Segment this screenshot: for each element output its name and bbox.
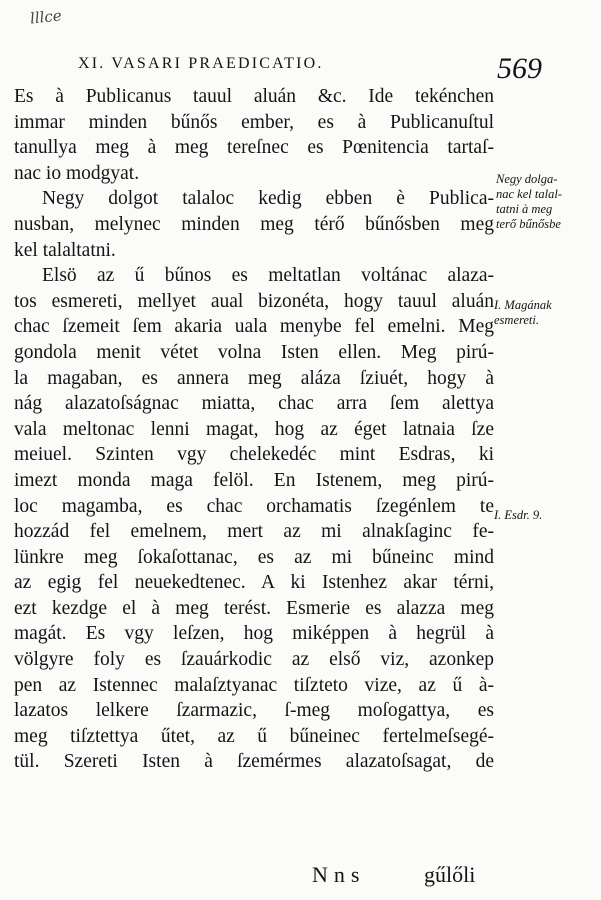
text-line: Elsö az ű bűnos es meltatlan voltánac alaza- xyxy=(42,265,494,287)
text-line: kel talaltatni. xyxy=(14,239,116,261)
text-line: tos esmereti, mellyet aual bizonéta, hogy tauul aluán xyxy=(14,290,494,312)
text-line: chac ſzemeit ſem akaria uala menybe fel emelni. Meg xyxy=(14,316,494,338)
body-text xyxy=(14,84,494,775)
text-line: nusban, melynec minden meg térő bűnősben meg xyxy=(14,213,494,235)
margin-note-line: I. Magának xyxy=(494,298,552,312)
text-line: la magaban, es annera meg aláza ſziuét, hogy à xyxy=(14,367,494,389)
text-line: vala meltonac lenni magat, hog az éget latnaia ſze xyxy=(14,418,494,440)
margin-note xyxy=(494,508,542,523)
handwritten-note: lllce xyxy=(29,6,63,28)
text-line: lazatos lelkere ſzarmazic, ſ-meg moſogattya, es xyxy=(14,700,494,722)
text-line: pen az Istennec malaſztyanac tiſzteto vize, az ű à- xyxy=(14,674,494,696)
text-line: magát. Es vgy leſzen, hog miképpen à hegrül à xyxy=(14,623,494,645)
page-number: 569 xyxy=(497,52,542,85)
text-line: imezt monda maga felöl. En Istenem, meg pirú- xyxy=(14,469,494,491)
margin-note xyxy=(494,298,552,328)
catchword: gűlőli xyxy=(424,862,476,887)
margin-note-line: nac kel talal- xyxy=(496,187,562,201)
text-line: Negy dolgot talaloc kedig ebben è Publica- xyxy=(42,188,494,210)
running-head: XI. VASARI PRAEDICATIO. xyxy=(78,55,324,72)
text-line: gondola menit vétet volna Isten ellen. Meg pirú- xyxy=(14,341,494,363)
margin-note-line: terő bűnősbe xyxy=(496,217,561,231)
margin-note-line: Negy dolga- xyxy=(496,172,558,186)
text-line: nág alazatoſságnac miatta, chac arra ſem alettya xyxy=(14,393,494,415)
text-line: tül. Szereti Isten à ſzemérmes alazatoſsagat, de xyxy=(14,751,494,773)
text-line: immar minden bűnős ember, es à Publicanuſtul xyxy=(14,111,494,133)
text-line: hozzád fel emelnem, mert az mi alnakſaginc fe- xyxy=(14,521,494,543)
signature-mark: Nns xyxy=(312,862,366,887)
text-line: nac io modgyat. xyxy=(14,162,140,184)
text-line: Es à Publicanus tauul aluán &c. Ide tekénchen xyxy=(14,86,494,107)
text-line: ezt kezdge el à meg terést. Esmerie es alazza meg xyxy=(14,597,494,619)
margin-note-line: esmereti. xyxy=(494,313,540,327)
margin-note-line: tatni à meg xyxy=(496,202,553,216)
text-line: meg tiſztettya űtet, az ű bűneinec fertelmeſsegé- xyxy=(14,725,494,747)
margin-note xyxy=(496,172,562,232)
margin-note-line: I. Esdr. 9. xyxy=(494,508,543,522)
text-line: tanullya meg à meg tereſnec es Pœnitencia tartaſ- xyxy=(14,137,494,159)
text-line: meiuel. Szinten vgy chelekedéc mint Esdras, ki xyxy=(14,444,494,466)
text-line: lünkre meg ſokaſottanac, es az mi bűneinc mind xyxy=(14,546,494,568)
text-line: loc magamba, es chac orchamatis ſzegénlem te xyxy=(14,495,494,517)
text-line: völgyre foly es ſzauárkodic az első viz, azonkep xyxy=(14,649,494,671)
text-line: az egig fel neuekedtenec. A ki Istenhez akar térni, xyxy=(14,572,494,594)
